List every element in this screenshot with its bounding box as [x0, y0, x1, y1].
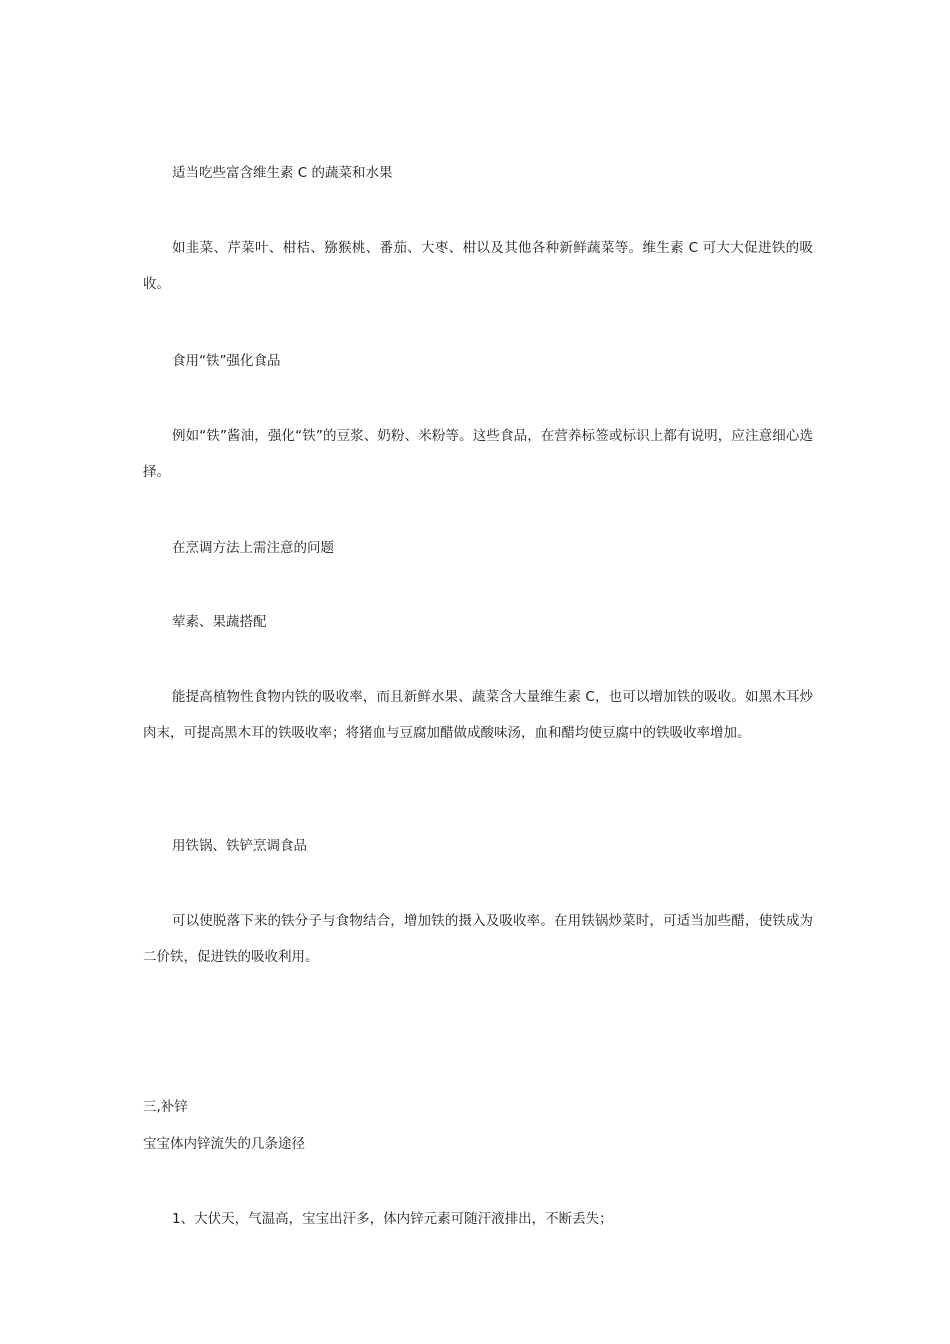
subheading-cooking-methods: 在烹调方法上需注意的问题 [172, 540, 334, 556]
paragraph-vitamin-c: 如韭菜、芹菜叶、柑桔、猕猴桃、番茄、大枣、柑以及其他各种新鲜蔬菜等。维生素 C 可大大促进铁的吸收。 [143, 240, 813, 292]
subheading-iron-cookware: 用铁锅、铁铲烹调食品 [172, 838, 307, 854]
subheading-iron-fortified: 食用“铁”强化食品 [172, 353, 281, 369]
paragraph-iron-cookware: 可以使脱落下来的铁分子与食物结合，增加铁的摄入及吸收率。在用铁锅炒菜时，可适当加些醋，使铁成为二价铁，促进铁的吸收利用。 [143, 913, 813, 965]
subheading-meat-veg-pairing: 荤素、果蔬搭配 [172, 614, 267, 630]
subheading-zinc-loss: 宝宝体内锌流失的几条途径 [143, 1136, 305, 1152]
subheading-vitamin-c: 适当吃些富含维生素 C 的蔬菜和水果 [172, 165, 393, 181]
list-item-zinc-loss-1: 1、大伏天，气温高，宝宝出汗多，体内锌元素可随汗液排出，不断丢失； [172, 1211, 613, 1227]
section-heading-zinc: 三,补锌 [143, 1099, 188, 1115]
paragraph-meat-veg-pairing: 能提高植物性食物内铁的吸收率，而且新鲜水果、蔬菜含大量维生素 C，也可以增加铁的吸收。如黑木耳炒肉末，可提高黑木耳的铁吸收率；将猪血与豆腐加醋做成酸味汤，血和醋均使豆腐中的铁吸收率增加。 [143, 689, 813, 741]
paragraph-iron-fortified: 例如“铁”酱油，强化“铁”的豆浆、奶粉、米粉等。这些食品，在营养标签或标识上都有说明，应注意细心选择。 [143, 428, 813, 480]
